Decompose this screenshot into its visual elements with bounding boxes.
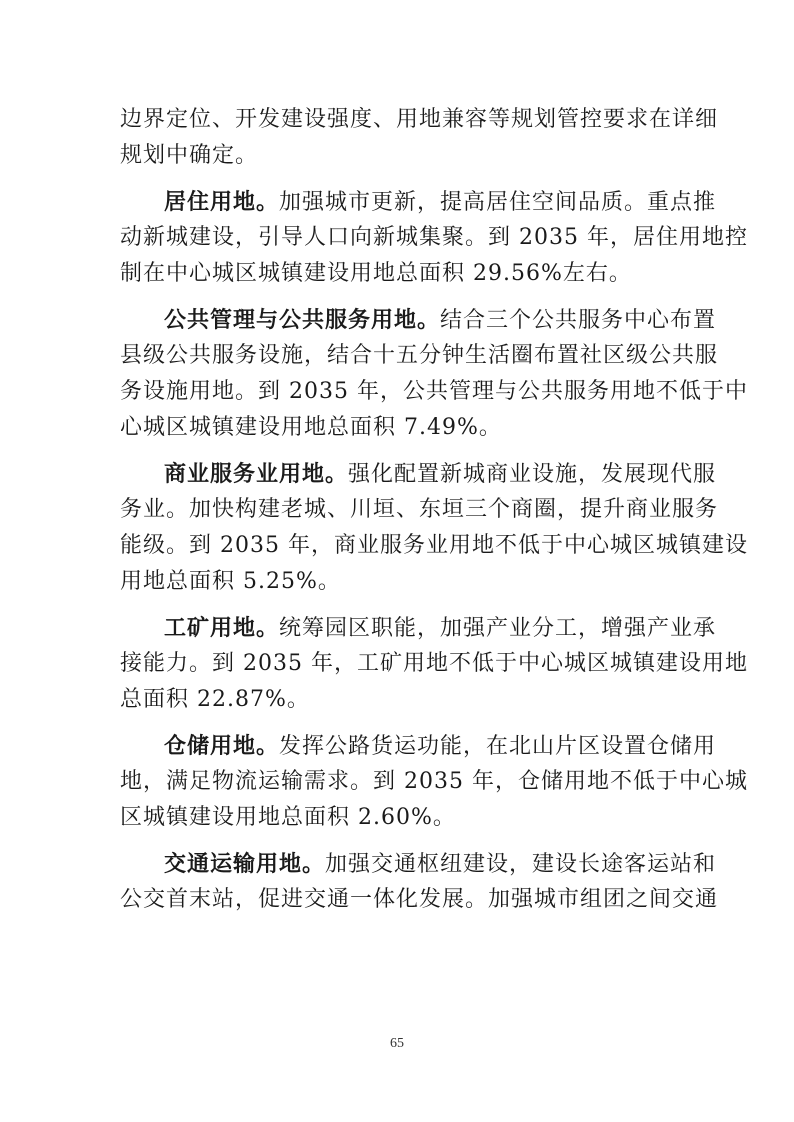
text-line: 区城镇建设用地总面积 2.60%。 xyxy=(120,805,456,830)
page-number: 65 xyxy=(390,1036,404,1051)
text-line: 总面积 22.87%。 xyxy=(120,687,310,712)
text-line: 强化配置新城商业设施，发展现代服 xyxy=(348,462,717,487)
document-body xyxy=(120,102,748,918)
text-line: 加强交通枢纽建设，建设长途客运站和 xyxy=(325,852,717,877)
paragraph-heading: 商业服务业用地。 xyxy=(164,461,349,487)
paragraph-heading: 公共管理与公共服务用地。 xyxy=(164,307,441,333)
text-line: 务业。加快构建老城、川垣、东垣三个商圈，提升商业服务 xyxy=(120,497,719,522)
text-line: 结合三个公共服务中心布置 xyxy=(440,308,717,333)
paragraph-commercial-land xyxy=(120,456,748,600)
text-line: 动新城建设，引导人口向新城集聚。到 2035 年，居住用地控 xyxy=(120,225,748,250)
paragraph-heading: 工矿用地。 xyxy=(164,615,280,641)
paragraph-storage-land xyxy=(120,728,748,836)
text-line: 发挥公路货运功能，在北山片区设置仓储用 xyxy=(279,734,717,759)
text-line: 规划中确定。 xyxy=(120,143,259,168)
text-line: 地，满足物流运输需求。到 2035 年，仓储用地不低于中心城 xyxy=(120,769,748,794)
text-line: 统筹园区职能，加强产业分工，增强产业承 xyxy=(279,616,717,641)
text-line: 接能力。到 2035 年，工矿用地不低于中心城区城镇建设用地 xyxy=(120,651,748,676)
paragraph-continuation xyxy=(120,102,719,174)
paragraph-transport-land xyxy=(120,846,719,918)
paragraph-public-service-land xyxy=(120,302,748,446)
text-line: 边界定位、开发建设强度、用地兼容等规划管控要求在详细 xyxy=(120,107,719,132)
paragraph-industrial-land xyxy=(120,610,748,718)
paragraph-heading: 交通运输用地。 xyxy=(164,851,326,877)
text-line: 县级公共服务设施，结合十五分钟生活圈布置社区级公共服 xyxy=(120,343,719,368)
text-line: 心城区城镇建设用地总面积 7.49%。 xyxy=(120,415,502,440)
text-line: 加强城市更新，提高居住空间品质。重点推 xyxy=(279,190,717,215)
text-line: 务设施用地。到 2035 年，公共管理与公共服务用地不低于中 xyxy=(120,379,748,404)
paragraph-heading: 居住用地。 xyxy=(164,189,280,215)
paragraph-residential-land xyxy=(120,184,748,292)
text-line: 用地总面积 5.25%。 xyxy=(120,569,341,594)
paragraph-heading: 仓储用地。 xyxy=(164,733,280,759)
text-line: 公交首末站，促进交通一体化发展。加强城市组团之间交通 xyxy=(120,887,719,912)
text-line: 制在中心城区城镇建设用地总面积 29.56%左右。 xyxy=(120,261,632,286)
text-line: 能级。到 2035 年，商业服务业用地不低于中心城区城镇建设 xyxy=(120,533,748,558)
